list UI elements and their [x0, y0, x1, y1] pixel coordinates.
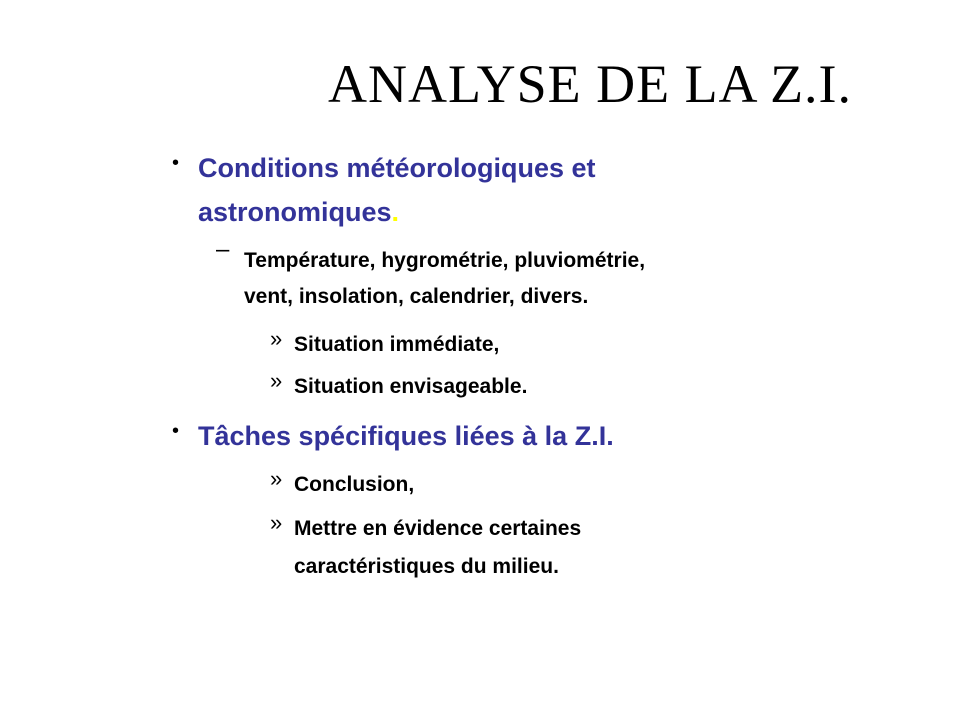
chevron-icon: »	[270, 326, 283, 351]
section-1-heading-word: astronomiques	[198, 197, 392, 227]
dash-icon: –	[216, 236, 230, 263]
section-1-sub-line1: Température, hygrométrie, pluviométrie,	[244, 249, 646, 272]
bullet-icon: •	[172, 420, 180, 442]
list-item: caractéristiques du milieu.	[294, 555, 559, 578]
chevron-icon: »	[270, 510, 283, 535]
section-2-heading: Tâches spécifiques liées à la Z.I.	[198, 421, 614, 451]
list-item: Mettre en évidence certaines	[294, 517, 582, 540]
list-item: Situation envisageable.	[294, 375, 528, 398]
section-1-heading-line2	[198, 192, 399, 232]
chevron-icon: »	[270, 466, 283, 491]
list-item: Conclusion,	[294, 473, 415, 496]
chevron-icon: »	[270, 368, 283, 393]
bullet-icon: •	[172, 152, 180, 174]
list-item: Situation immédiate,	[294, 333, 500, 356]
section-1-sub-line2: vent, insolation, calendrier, divers.	[244, 285, 589, 308]
section-1-heading-line1: Conditions météorologiques et	[198, 153, 596, 183]
yellow-period: .	[391, 197, 400, 227]
slide-title: ANALYSE DE LA Z.I.	[328, 54, 853, 114]
